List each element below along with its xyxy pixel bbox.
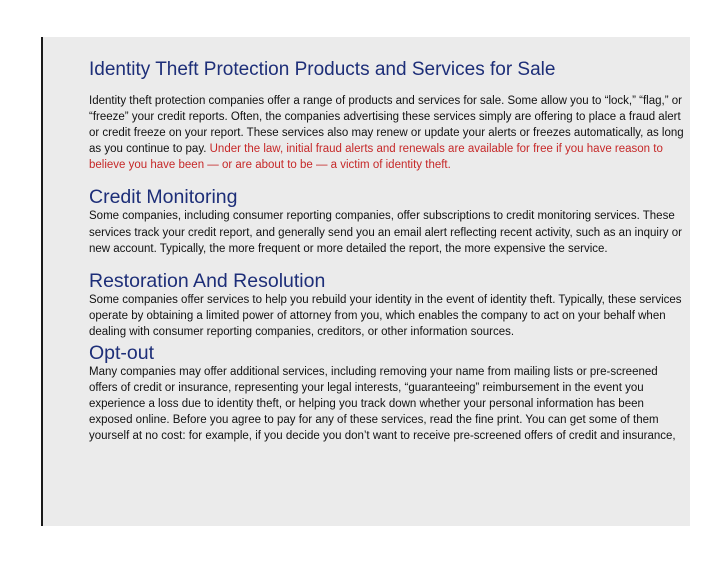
section-heading-opt-out: Opt-out [89, 342, 155, 365]
left-border-rule [41, 37, 43, 526]
intro-paragraph [89, 93, 685, 173]
slide-content [89, 57, 685, 445]
section-text-restoration: Some companies offer services to help you rebuild your identity in the event of identity theft. Typically, these services operate by obtaining a limited power of attorney from you, which enables the company to act on your behalf when dealing with consumer reporting companies, creditors, or other information sources. [89, 293, 682, 338]
section-text-opt-out: Many companies may offer additional services, including removing your name from mailing lists or pre-screened offers of credit or insurance, representing your legal interests, “guaranteeing” reimbursement in the event you experience a loss due to identity theft, or helping you track down whether your personal information has been exposed online. Before you agree to pay for any of these services, read the fine print. You can get some of them yourself at no cost: for example, if you decide you don’t want to receive pre-screened offers of credit and insurance, [89, 366, 676, 443]
page-title: Identity Theft Protection Products and Services for Sale [89, 59, 556, 80]
section-heading-credit-monitoring: Credit Monitoring [89, 186, 238, 209]
intro-highlight-text: Under the law, initial fraud alerts and renewals are available for free if you have reason to believe you have been — or are about to be — a victim of identity theft. [89, 143, 663, 172]
intro-text: Identity theft protection companies offer a range of products and services for sale. Some allow you to “lock,” “flag,” or “freeze” your credit reports. Often, the companies advertising these services simply are offering to place a fraud alert or credit freeze on your report. These services also may renew or update your alerts or freezes automatically, as long as you continue to pay. [89, 95, 684, 156]
section-text-credit-monitoring: Some companies, including consumer reporting companies, offer subscriptions to credit monitoring services. These services track your credit report, and generally send you an email alert reflecting recent activity, such as an inquiry or new account. Typically, the more frequent or more detailed the report, the more expensive the service. [89, 210, 682, 255]
section-heading-restoration: Restoration And Resolution [89, 269, 326, 292]
